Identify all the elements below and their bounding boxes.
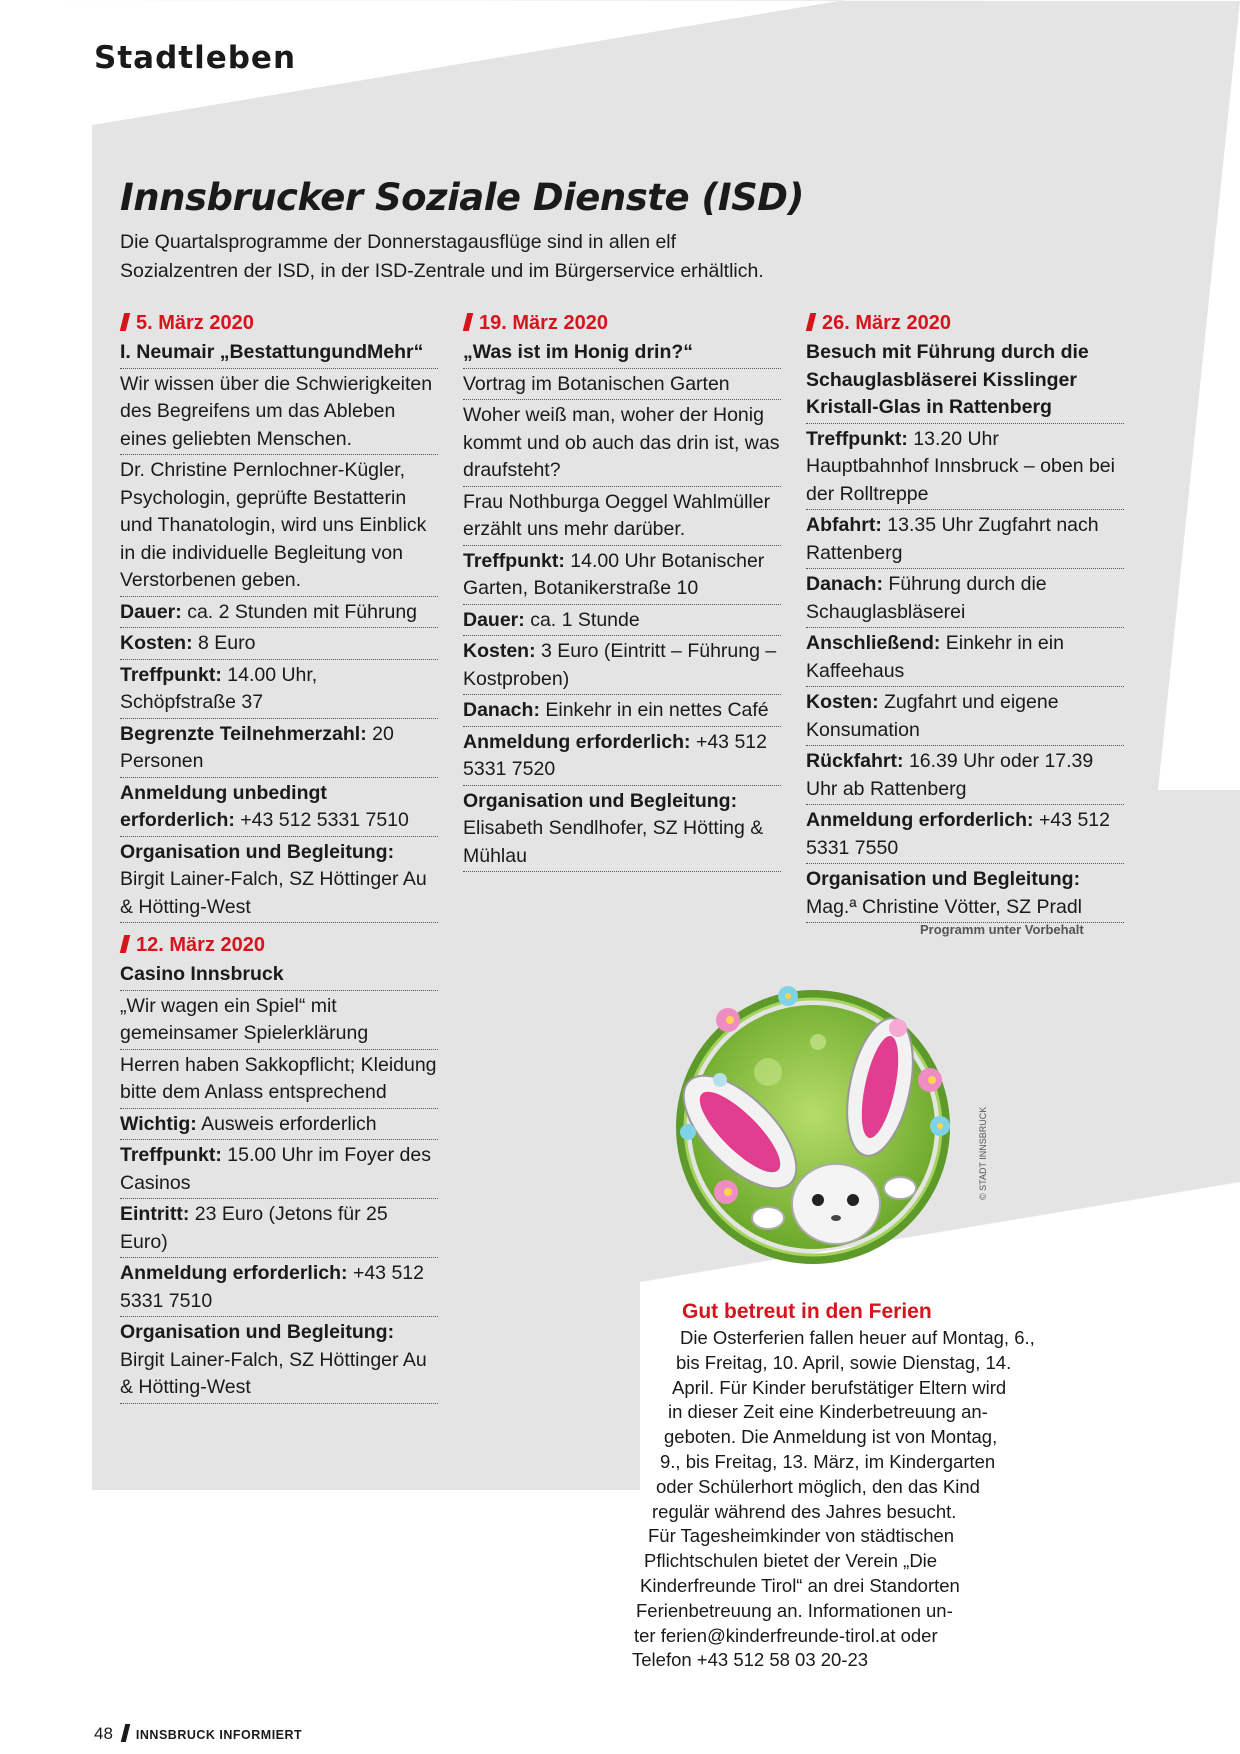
detail-key: Organisation und Begleitung: [120, 840, 395, 863]
detail-value: Vortrag im Botanischen Garten [463, 372, 730, 395]
event-title [120, 961, 438, 991]
ferien-line: ter ferien@kinderfreunde-tirol.at oder [634, 1624, 938, 1646]
detail-value: Dr. Christine Pernlochner-Kügler, Psychologin, geprüfte Bestatterin und Thanatologin, wird uns Einblick in die individuelle Begleitung von Verstorbenen geben. [120, 459, 427, 591]
ferien-line: oder Schülerhort möglich, den das Kind [656, 1475, 980, 1497]
ferien-line: 9., bis Freitag, 13. März, im Kindergarten [660, 1450, 996, 1472]
detail-value: Frau Nothburga Oeggel Wahlmüller erzählt uns mehr darüber. [463, 490, 771, 540]
event-date [120, 308, 438, 339]
detail-key: Organisation und Begleitung: [463, 789, 738, 812]
detail-value: Zugfahrt und eigene Konsumation [806, 691, 1059, 741]
detail-value: 14.00 Uhr Botanischer Garten, Botanikerstraße 10 [463, 549, 765, 599]
event-detail [463, 402, 781, 487]
detail-key: Anmeldung unbedingt erforderlich: [120, 781, 327, 831]
event-detail [463, 607, 781, 637]
detail-value: Besuch mit Führung durch die Schauglasbläserei Kisslinger Kristall-Glas in Rattenberg [806, 341, 1089, 418]
ferien-line: regulär während des Jahres besucht. [652, 1500, 957, 1522]
detail-value: Ausweis erforderlich [201, 1112, 377, 1135]
date-slash-icon [806, 313, 816, 331]
event-detail [120, 662, 438, 719]
detail-key: Dauer: [120, 600, 182, 623]
detail-key: Wichtig: [120, 1112, 197, 1135]
event-detail [120, 1111, 438, 1141]
event-detail [463, 371, 781, 401]
event-detail [806, 630, 1124, 687]
detail-key: Dauer: [463, 608, 525, 631]
detail-key: Organisation und Begleitung: [120, 1321, 395, 1343]
footer-slash-icon [121, 1724, 130, 1742]
event-date-text: 5. März 2020 [136, 312, 254, 334]
detail-value: Elisabeth Sendlhofer, SZ Hötting & Mühlau [463, 817, 764, 867]
event-column-march-12 [120, 930, 438, 1406]
detail-key: Treffpunkt: [120, 1144, 222, 1166]
event-detail [806, 512, 1124, 569]
event-detail [806, 748, 1124, 805]
event-date-text: 12. März 2020 [136, 934, 265, 956]
detail-value: Führung durch die Schauglasbläserei [806, 573, 1047, 623]
event-column-march-19 [463, 308, 781, 874]
event-detail [806, 571, 1124, 628]
detail-key: Treffpunkt: [120, 663, 222, 686]
detail-key: Organisation und Begleitung: [806, 868, 1081, 890]
detail-value: 8 Euro [198, 632, 256, 654]
date-slash-icon [463, 313, 473, 331]
page-number: 48 [94, 1724, 113, 1743]
event-date [806, 308, 1124, 339]
detail-value: „Wir wagen ein Spiel“ mit gemeinsamer Spielerklärung [120, 994, 369, 1044]
intro-line: Die Quartalsprogramme der Donnerstagausflüge sind in allen elf [120, 231, 677, 253]
detail-value: +43 512 5331 7550 [806, 809, 1110, 859]
ferien-line: Pflichtschulen bietet der Verein „Die [644, 1550, 938, 1572]
page-title: Innsbrucker Soziale Dienste (ISD) [120, 176, 804, 219]
detail-value: Mag.ª Christine Vötter, SZ Pradl [806, 895, 1082, 918]
detail-key: Begrenzte Teilnehmerzahl: [120, 722, 367, 745]
event-detail [806, 426, 1124, 511]
detail-value: 13.35 Uhr Zugfahrt nach Rattenberg [806, 514, 1099, 564]
detail-value: Wir wissen über die Schwierigkeiten des Begreifens um das Ableben eines geliebten Menschen. [120, 372, 433, 450]
detail-value: Birgit Lainer-Falch, SZ Höttinger Au & Hötting-West [120, 868, 427, 918]
detail-value: 16.39 Uhr oder 17.39 Uhr ab Rattenberg [806, 750, 1094, 800]
detail-key: Anmeldung erforderlich: [463, 730, 691, 753]
event-detail [120, 457, 438, 597]
event-detail [463, 489, 781, 546]
event-detail [120, 721, 438, 778]
detail-value: 15.00 Uhr im Foyer des Casinos [120, 1144, 432, 1194]
detail-key: Anmeldung erforderlich: [806, 809, 1034, 831]
event-detail [463, 548, 781, 605]
publication-name: INNSBRUCK INFORMIERT [135, 1728, 303, 1742]
detail-value: +43 512 5331 7510 [120, 1262, 424, 1312]
detail-value: 13.20 Uhr Hauptbahnhof Innsbruck – oben bei der Rolltreppe [806, 427, 1115, 505]
page-footer [94, 1724, 302, 1744]
event-date-text: 26. März 2020 [822, 312, 951, 334]
detail-key: Kosten: [806, 691, 879, 713]
ferien-line: Ferienbetreuung an. Informationen un- [636, 1599, 953, 1621]
detail-key: Kosten: [120, 632, 193, 654]
detail-key: Eintritt: [120, 1203, 190, 1225]
detail-value: Einkehr in ein nettes Café [545, 699, 769, 721]
event-detail [120, 1260, 438, 1317]
ferien-line: Für Tagesheimkinder von städtischen [648, 1525, 955, 1547]
event-detail [463, 788, 781, 873]
event-detail [120, 371, 438, 456]
ferien-heading: Gut betreut in den Ferien [682, 1300, 932, 1323]
event-date [463, 308, 781, 339]
detail-value: Einkehr in ein Kaffeehaus [806, 632, 1064, 682]
event-detail [120, 839, 438, 924]
detail-value: Herren haben Sakkopflicht; Kleidung bitte dem Anlass entsprechend [120, 1053, 437, 1103]
ferien-line: Telefon +43 512 58 03 20-23 [632, 1649, 869, 1671]
detail-key: Rückfahrt: [806, 750, 904, 772]
detail-key: Abfahrt: [806, 514, 882, 536]
program-note: Programm unter Vorbehalt [920, 922, 1084, 937]
ferien-line: in dieser Zeit eine Kinderbetreuung an- [668, 1401, 988, 1423]
event-column-march-26 [806, 308, 1124, 925]
ferien-line: April. Für Kinder berufstätiger Eltern wird [672, 1376, 1007, 1398]
event-detail [120, 780, 438, 837]
ferien-box [632, 1298, 1052, 1673]
image-credit: © STADT INNSBRUCK [978, 1106, 988, 1200]
detail-value: +43 512 5331 7510 [240, 809, 409, 831]
event-detail [120, 1201, 438, 1258]
detail-value: Woher weiß man, woher der Honig kommt und ob auch das drin ist, was draufsteht? [463, 404, 780, 481]
detail-value: Birgit Lainer-Falch, SZ Höttinger Au & Hötting-West [120, 1348, 427, 1398]
section-label: Stadtleben [94, 40, 297, 76]
event-detail [120, 1142, 438, 1199]
detail-value: ca. 1 Stunde [530, 608, 640, 631]
event-detail [463, 638, 781, 695]
event-date-text: 19. März 2020 [479, 312, 608, 334]
detail-key: Danach: [806, 573, 883, 595]
detail-value: 23 Euro (Jetons für 25 Euro) [120, 1203, 388, 1253]
date-slash-icon [120, 935, 130, 953]
event-detail [806, 689, 1124, 746]
ferien-line: Kinderfreunde Tirol“ an drei Standorten [640, 1574, 960, 1596]
event-title [463, 339, 781, 369]
detail-value: I. Neumair „BestattungundMehr“ [120, 341, 424, 363]
intro-text [120, 228, 780, 286]
detail-value: 3 Euro (Eintritt – Führung – Kostproben) [463, 640, 777, 690]
ferien-line: Die Osterferien fallen heuer auf Montag, 6., [680, 1327, 1035, 1348]
detail-key: Treffpunkt: [463, 549, 565, 572]
easter-rabbit-illustration [668, 982, 958, 1272]
date-slash-icon [120, 313, 130, 331]
ferien-line: bis Freitag, 10. April, sowie Dienstag, 14. [676, 1351, 1012, 1373]
detail-value: +43 512 5331 7520 [463, 730, 767, 780]
detail-value: „Was ist im Honig drin?“ [463, 341, 694, 363]
detail-key: Kosten: [463, 640, 536, 662]
detail-value: Casino Innsbruck [120, 963, 284, 985]
event-detail [120, 599, 438, 629]
event-title [120, 339, 438, 369]
ferien-line: geboten. Die Anmeldung ist von Montag, [664, 1426, 998, 1448]
detail-key: Treffpunkt: [806, 427, 908, 450]
detail-value: ca. 2 Stunden mit Führung [187, 600, 418, 623]
event-detail [806, 807, 1124, 864]
detail-value: 20 Personen [120, 722, 394, 772]
detail-key: Danach: [463, 699, 540, 721]
intro-line: Sozialzentren der ISD, in der ISD-Zentrale und im Bürgerservice erhältlich. [120, 260, 764, 282]
event-detail [806, 866, 1124, 923]
event-detail [120, 630, 438, 660]
event-detail [120, 993, 438, 1050]
detail-key: Anschließend: [806, 632, 941, 654]
event-detail [463, 729, 781, 786]
event-detail [463, 697, 781, 727]
detail-key: Anmeldung erforderlich: [120, 1262, 348, 1284]
detail-value: 14.00 Uhr, Schöpfstraße 37 [120, 663, 318, 713]
event-date [120, 930, 438, 961]
event-title [806, 339, 1124, 424]
event-detail [120, 1052, 438, 1109]
event-column-march-5 [120, 308, 438, 925]
event-detail [120, 1319, 438, 1404]
